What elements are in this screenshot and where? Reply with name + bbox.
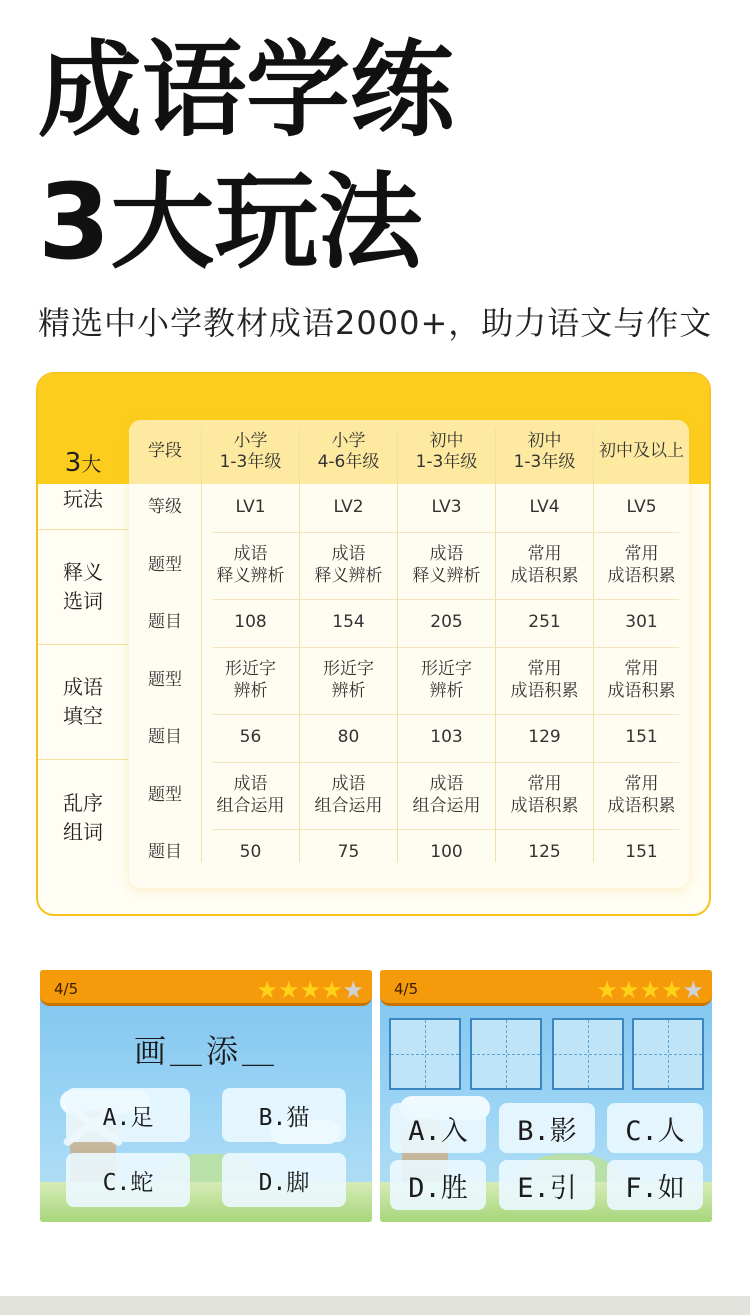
answer-slot-1[interactable]: [389, 1018, 461, 1090]
type-line: 成语: [233, 774, 268, 795]
count-cell: 100: [430, 842, 463, 863]
mode-label: 成语: [63, 675, 103, 699]
type-cell: [398, 532, 495, 599]
type-cell: [398, 762, 495, 829]
mode-label: 乱序: [63, 791, 103, 815]
row-divider: [213, 714, 679, 715]
answer-option-d[interactable]: D.脚: [222, 1153, 346, 1207]
mode-fill-blank: [38, 644, 128, 759]
stage-cell: [300, 420, 397, 484]
count-cell: 125: [528, 842, 561, 863]
type-line: 成语积累: [510, 795, 579, 816]
row-label: 题型: [148, 554, 182, 575]
type-line: 形近字: [421, 659, 472, 680]
type-line: 常用: [624, 659, 659, 680]
mode-label: 填空: [63, 704, 103, 728]
type-line: 辨析: [331, 680, 366, 701]
type-line: 成语: [429, 544, 464, 565]
type-line: 成语积累: [510, 680, 579, 701]
count-cell: 80: [337, 727, 360, 748]
page-subtitle: 精选中小学教材成语2000+，助力语文与作文: [38, 304, 713, 342]
type-cell: [300, 762, 397, 829]
count-cell: 108: [234, 612, 267, 633]
count-cell: 56: [239, 727, 262, 748]
type-cell: [202, 762, 299, 829]
grade-label: 1-3年级: [513, 452, 576, 472]
page-title-line-2: 3大玩法: [38, 161, 423, 283]
row-label: 题目: [148, 727, 182, 748]
stage-cell: [496, 420, 593, 484]
star-empty-icon: ★: [342, 976, 364, 1004]
footer-strip: [0, 1296, 750, 1315]
level-cell: LV4: [529, 497, 560, 518]
type-line: 辨析: [233, 680, 268, 701]
row-label: 题型: [148, 784, 182, 805]
answer-option-c[interactable]: C.人: [607, 1103, 703, 1153]
count-cell: 301: [625, 612, 658, 633]
row-divider: [213, 599, 679, 600]
level-cell: LV3: [431, 497, 462, 518]
type-line: 组合运用: [314, 795, 383, 816]
stage-label: 初中: [527, 430, 562, 451]
stage-label: 初中: [429, 430, 464, 451]
count-cell: 151: [625, 727, 658, 748]
mode-header: [38, 444, 128, 484]
mode-header-line2: 玩法: [63, 486, 103, 511]
level-cell: LV2: [333, 497, 364, 518]
answer-option-b[interactable]: B.猫: [222, 1088, 346, 1142]
answer-option-c[interactable]: C.蛇: [66, 1153, 190, 1207]
type-cell: [594, 532, 689, 599]
type-line: 常用: [527, 659, 562, 680]
type-line: 组合运用: [412, 795, 481, 816]
row-divider: [213, 647, 679, 648]
question-text: 画＿添＿: [133, 1032, 278, 1070]
page-title-line-1: 成语学练: [38, 29, 455, 151]
game-screen-fill-blank: [40, 970, 372, 1222]
answer-option-e[interactable]: E.引: [499, 1160, 595, 1210]
answer-option-f[interactable]: F.如: [607, 1160, 703, 1210]
answer-option-a[interactable]: A.足: [66, 1088, 190, 1142]
count-cell: 75: [337, 842, 360, 863]
type-line: 成语: [331, 544, 366, 565]
star-rating: [256, 976, 364, 1004]
type-cell: [398, 647, 495, 714]
type-cell: [594, 647, 689, 714]
row-divider: [213, 829, 679, 830]
grade-label: 4-6年级: [317, 452, 380, 472]
star-icon: ★★★★: [596, 976, 683, 1004]
type-line: 释义辨析: [412, 565, 481, 586]
type-line: 成语: [233, 544, 268, 565]
answer-slot-3[interactable]: [552, 1018, 624, 1090]
type-cell: [300, 647, 397, 714]
progress-counter: 4/5: [394, 980, 419, 998]
row-divider: [213, 532, 679, 533]
level-column-lv4: [496, 420, 593, 888]
type-line: 辨析: [429, 680, 464, 701]
type-cell: [594, 762, 689, 829]
row-label: 题目: [148, 612, 182, 633]
type-cell: [202, 532, 299, 599]
row-label: 题型: [148, 669, 182, 690]
mode-header-unit: 大: [81, 452, 102, 477]
mode-label: 选词: [63, 589, 103, 613]
mode-label: 释义: [63, 560, 103, 584]
type-line: 成语积累: [607, 680, 676, 701]
game-top-bar: [40, 970, 372, 1006]
type-cell: [496, 647, 593, 714]
count-cell: 251: [528, 612, 561, 633]
stage-cell: [202, 420, 299, 484]
level-column-lv1: [202, 420, 299, 888]
star-rating: [596, 976, 704, 1004]
type-cell: [300, 532, 397, 599]
answer-slot-2[interactable]: [470, 1018, 542, 1090]
game-screen-scramble: [380, 970, 712, 1222]
type-line: 常用: [527, 544, 562, 565]
row-label: 题目: [148, 842, 182, 863]
modes-table-card: [36, 372, 711, 916]
row-divider: [213, 762, 679, 763]
mode-meaning-choice: [38, 529, 128, 644]
level-cell: LV1: [235, 497, 266, 518]
count-cell: 154: [332, 612, 365, 633]
row-label: 学段: [148, 441, 182, 462]
type-cell: [202, 647, 299, 714]
star-icon: ★★★★: [256, 976, 343, 1004]
type-line: 成语: [429, 774, 464, 795]
answer-option-a[interactable]: A.入: [390, 1103, 486, 1153]
count-cell: 205: [430, 612, 463, 633]
level-column-lv3: [398, 420, 495, 888]
level-column-lv2: [300, 420, 397, 888]
mode-scramble: [38, 759, 128, 876]
count-cell: 103: [430, 727, 463, 748]
type-line: 释义辨析: [314, 565, 383, 586]
type-line: 成语: [331, 774, 366, 795]
type-line: 常用: [624, 774, 659, 795]
stage-label: 小学: [331, 430, 366, 451]
row-label-column: [129, 420, 201, 888]
type-line: 常用: [527, 774, 562, 795]
type-line: 成语积累: [607, 565, 676, 586]
answer-slot-4[interactable]: [632, 1018, 704, 1090]
answer-option-b[interactable]: B.影: [499, 1103, 595, 1153]
type-line: 形近字: [323, 659, 374, 680]
mode-header-number: 3: [64, 448, 82, 479]
type-cell: [496, 762, 593, 829]
grade-label: 1-3年级: [219, 452, 282, 472]
game-top-bar: [380, 970, 712, 1006]
type-line: 常用: [624, 544, 659, 565]
grade-label: 1-3年级: [415, 452, 478, 472]
stage-label: 初中及以上: [599, 441, 684, 462]
level-cell: LV5: [626, 497, 657, 518]
count-cell: 151: [625, 842, 658, 863]
type-line: 形近字: [225, 659, 276, 680]
stage-cell: [398, 420, 495, 484]
level-column-lv5: [594, 420, 689, 888]
type-line: 成语积累: [607, 795, 676, 816]
progress-counter: 4/5: [54, 980, 79, 998]
stage-label: 小学: [233, 430, 268, 451]
type-cell: [496, 532, 593, 599]
type-line: 组合运用: [216, 795, 285, 816]
count-cell: 50: [239, 842, 262, 863]
type-line: 成语积累: [510, 565, 579, 586]
type-line: 释义辨析: [216, 565, 285, 586]
star-empty-icon: ★: [682, 976, 704, 1004]
row-label: 等级: [148, 497, 182, 518]
stage-cell: [594, 420, 689, 484]
levels-table: [129, 420, 689, 888]
mode-column: [38, 374, 128, 914]
answer-option-d[interactable]: D.胜: [390, 1160, 486, 1210]
mode-label: 组词: [63, 820, 103, 844]
count-cell: 129: [528, 727, 561, 748]
